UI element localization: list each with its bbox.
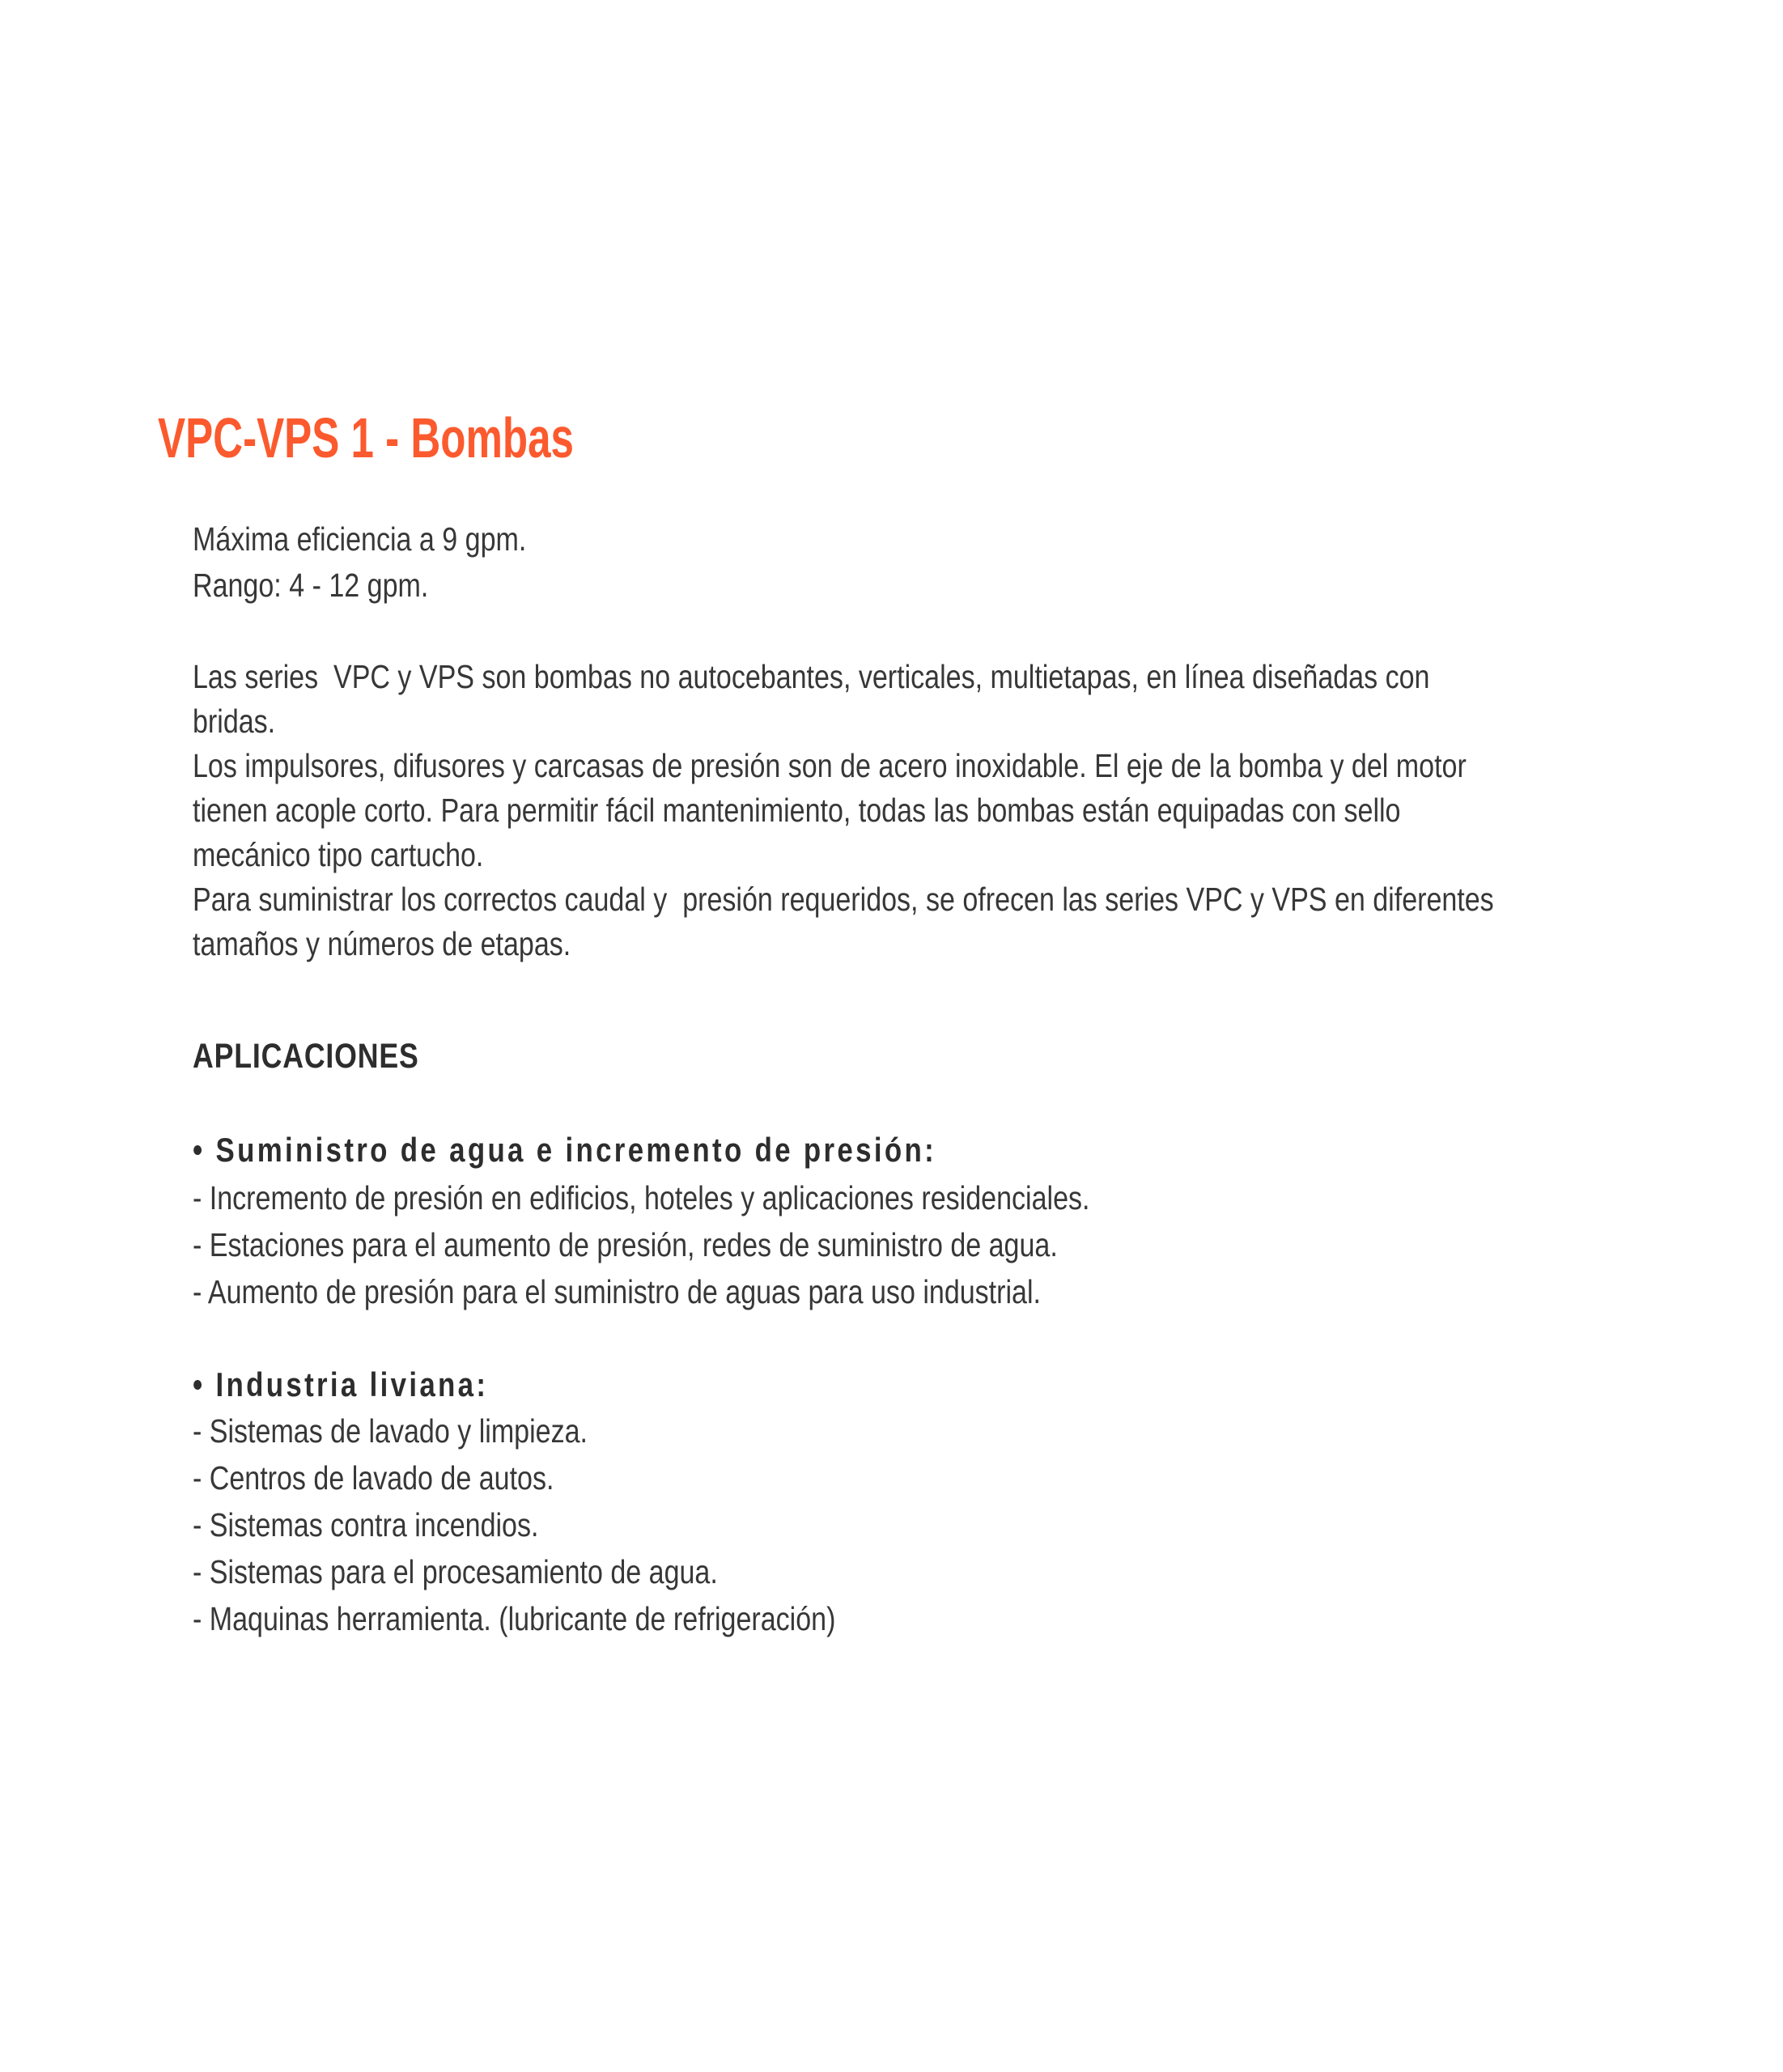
list-item: - Sistemas para el procesamiento de agua. [193, 1553, 718, 1590]
list-item: - Aumento de presión para el suministro de aguas para uso industrial. [193, 1273, 1041, 1310]
section-title-water-supply: • Suministro de agua e incremento de presión: [193, 1131, 937, 1169]
list-item: - Sistemas contra incendios. [193, 1506, 539, 1543]
description-line: Las series VPC y VPS son bombas no autocebantes, verticales, multietapas, en línea diseñadas con [193, 658, 1430, 695]
section-items-water-supply [193, 1174, 1089, 1315]
list-item: - Centros de lavado de autos. [193, 1459, 554, 1497]
description-line: tamaños y números de etapas. [193, 925, 571, 962]
list-item: - Sistemas de lavado y limpieza. [193, 1412, 588, 1450]
page-title: VPC-VPS 1 - Bombas [158, 406, 574, 469]
spec-line-max-efficiency: Máxima eficiencia a 9 gpm. [193, 520, 527, 558]
description-line: tienen acople corto. Para permitir fácil mantenimiento, todas las bombas están equipadas con sello [193, 792, 1401, 829]
spec-line-range: Rango: 4 - 12 gpm. [193, 567, 429, 604]
list-item: - Maquinas herramienta. (lubricante de refrigeración) [193, 1600, 836, 1637]
description-paragraph [193, 655, 1494, 966]
description-line: bridas. [193, 703, 276, 740]
applications-heading: APLICACIONES [193, 1037, 419, 1076]
list-item: - Incremento de presión en edificios, hoteles y aplicaciones residenciales. [193, 1179, 1090, 1216]
section-title-light-industry: • Industria liviana: [193, 1365, 489, 1403]
description-line: mecánico tipo cartucho. [193, 836, 484, 873]
description-line: Los impulsores, difusores y carcasas de presión son de acero inoxidable. El eje de la bomba y del motor [193, 747, 1467, 784]
description-line: Para suministrar los correctos caudal y presión requeridos, se ofrecen las series VPC y VPS en diferentes [193, 881, 1494, 918]
intro-specs [193, 516, 526, 609]
section-items-light-industry [193, 1408, 835, 1642]
list-item: - Estaciones para el aumento de presión, redes de suministro de agua. [193, 1226, 1058, 1263]
